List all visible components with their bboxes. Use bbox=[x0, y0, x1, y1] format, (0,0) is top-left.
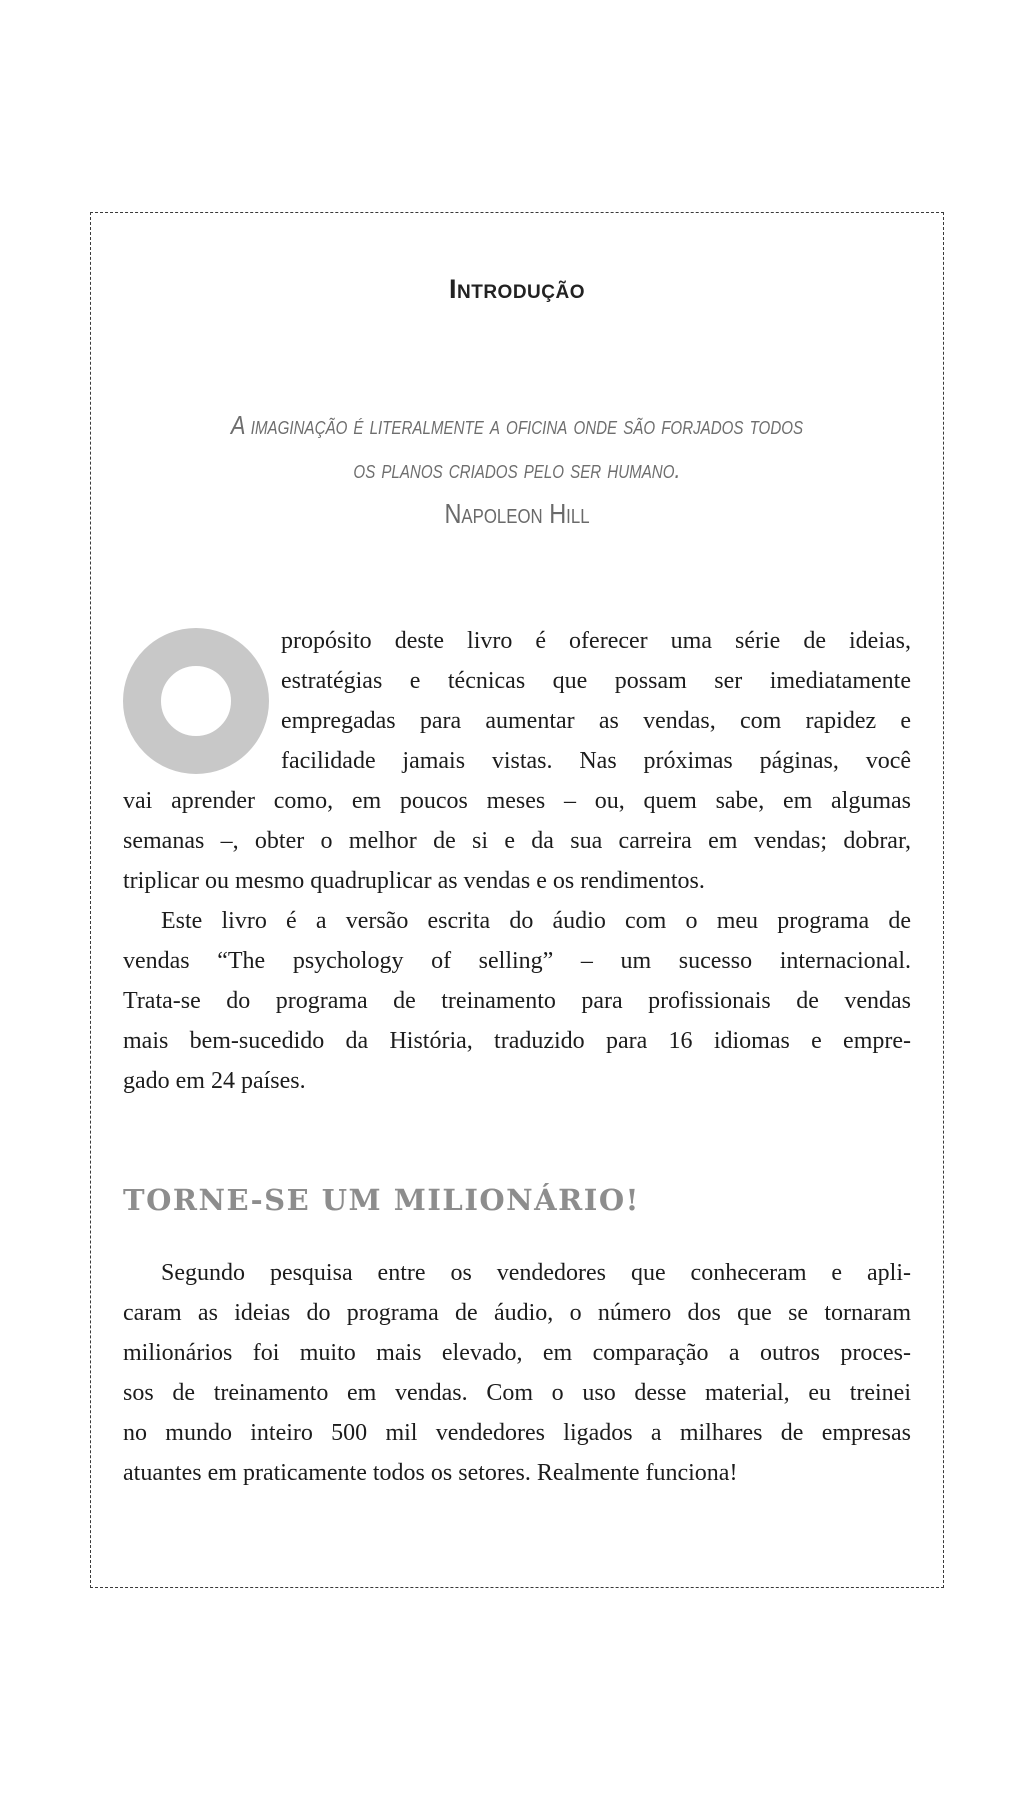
text-line: Trata-se do programa de treinamento para profissionais de vendas bbox=[123, 988, 911, 1014]
chapter-title: Introdução bbox=[449, 274, 585, 304]
text-line: caram as ideias do programa de áudio, o número dos que se tornaram bbox=[123, 1300, 911, 1326]
text-line: no mundo inteiro 500 mil vendedores ligados a milhares de empresas bbox=[123, 1420, 911, 1446]
section-heading: TORNE-SE UM MILIONÁRIO! bbox=[123, 1183, 640, 1217]
dotted-frame bbox=[90, 212, 944, 1588]
text-line: atuantes em praticamente todos os setores. Realmente funciona! bbox=[123, 1460, 738, 1486]
epigraph-attribution: Napoleon Hill bbox=[444, 498, 590, 529]
text-line: mais bem-sucedido da História, traduzido para 16 idiomas e empre- bbox=[123, 1028, 911, 1054]
paragraph bbox=[123, 901, 911, 1101]
text-line: Este livro é a versão escrita do áudio com o meu programa de bbox=[161, 908, 911, 934]
text-line: milionários foi muito mais elevado, em comparação a outros proces- bbox=[123, 1340, 911, 1366]
epigraph-lines bbox=[186, 403, 848, 491]
drop-cap-letter-o bbox=[123, 628, 269, 774]
text-line: semanas –, obter o melhor de si e da sua carreira em vendas; dobrar, bbox=[123, 828, 911, 854]
text-line: Segundo pesquisa entre os vendedores que conheceram e apli- bbox=[161, 1260, 911, 1286]
epigraph-quote bbox=[186, 403, 848, 537]
intro-paragraphs bbox=[123, 621, 911, 1101]
text-line: vendas “The psychology of selling” – um sucesso internacional. bbox=[123, 948, 911, 974]
text-line: estratégias e técnicas que possam ser imediatamente bbox=[281, 668, 911, 694]
text-line: vai aprender como, em poucos meses – ou, quem sabe, em algumas bbox=[123, 788, 911, 814]
text-line: sos de treinamento em vendas. Com o uso desse material, eu treinei bbox=[123, 1380, 911, 1406]
epigraph-line: os planos criados pelo ser humano. bbox=[353, 454, 681, 484]
text-line: gado em 24 países. bbox=[123, 1068, 306, 1094]
text-line: propósito deste livro é oferecer uma série de ideias, bbox=[281, 628, 911, 654]
text-line: facilidade jamais vistas. Nas próximas páginas, você bbox=[281, 748, 911, 774]
paragraph bbox=[123, 1253, 911, 1493]
paragraph bbox=[123, 621, 911, 901]
text-line: empregadas para aumentar as vendas, com rapidez e bbox=[281, 708, 911, 734]
section-paragraphs bbox=[123, 1253, 911, 1493]
text-line: triplicar ou mesmo quadruplicar as vendas e os rendimentos. bbox=[123, 868, 705, 894]
epigraph-line: A imaginação é literalmente a oficina onde são forjados todos bbox=[230, 410, 804, 440]
